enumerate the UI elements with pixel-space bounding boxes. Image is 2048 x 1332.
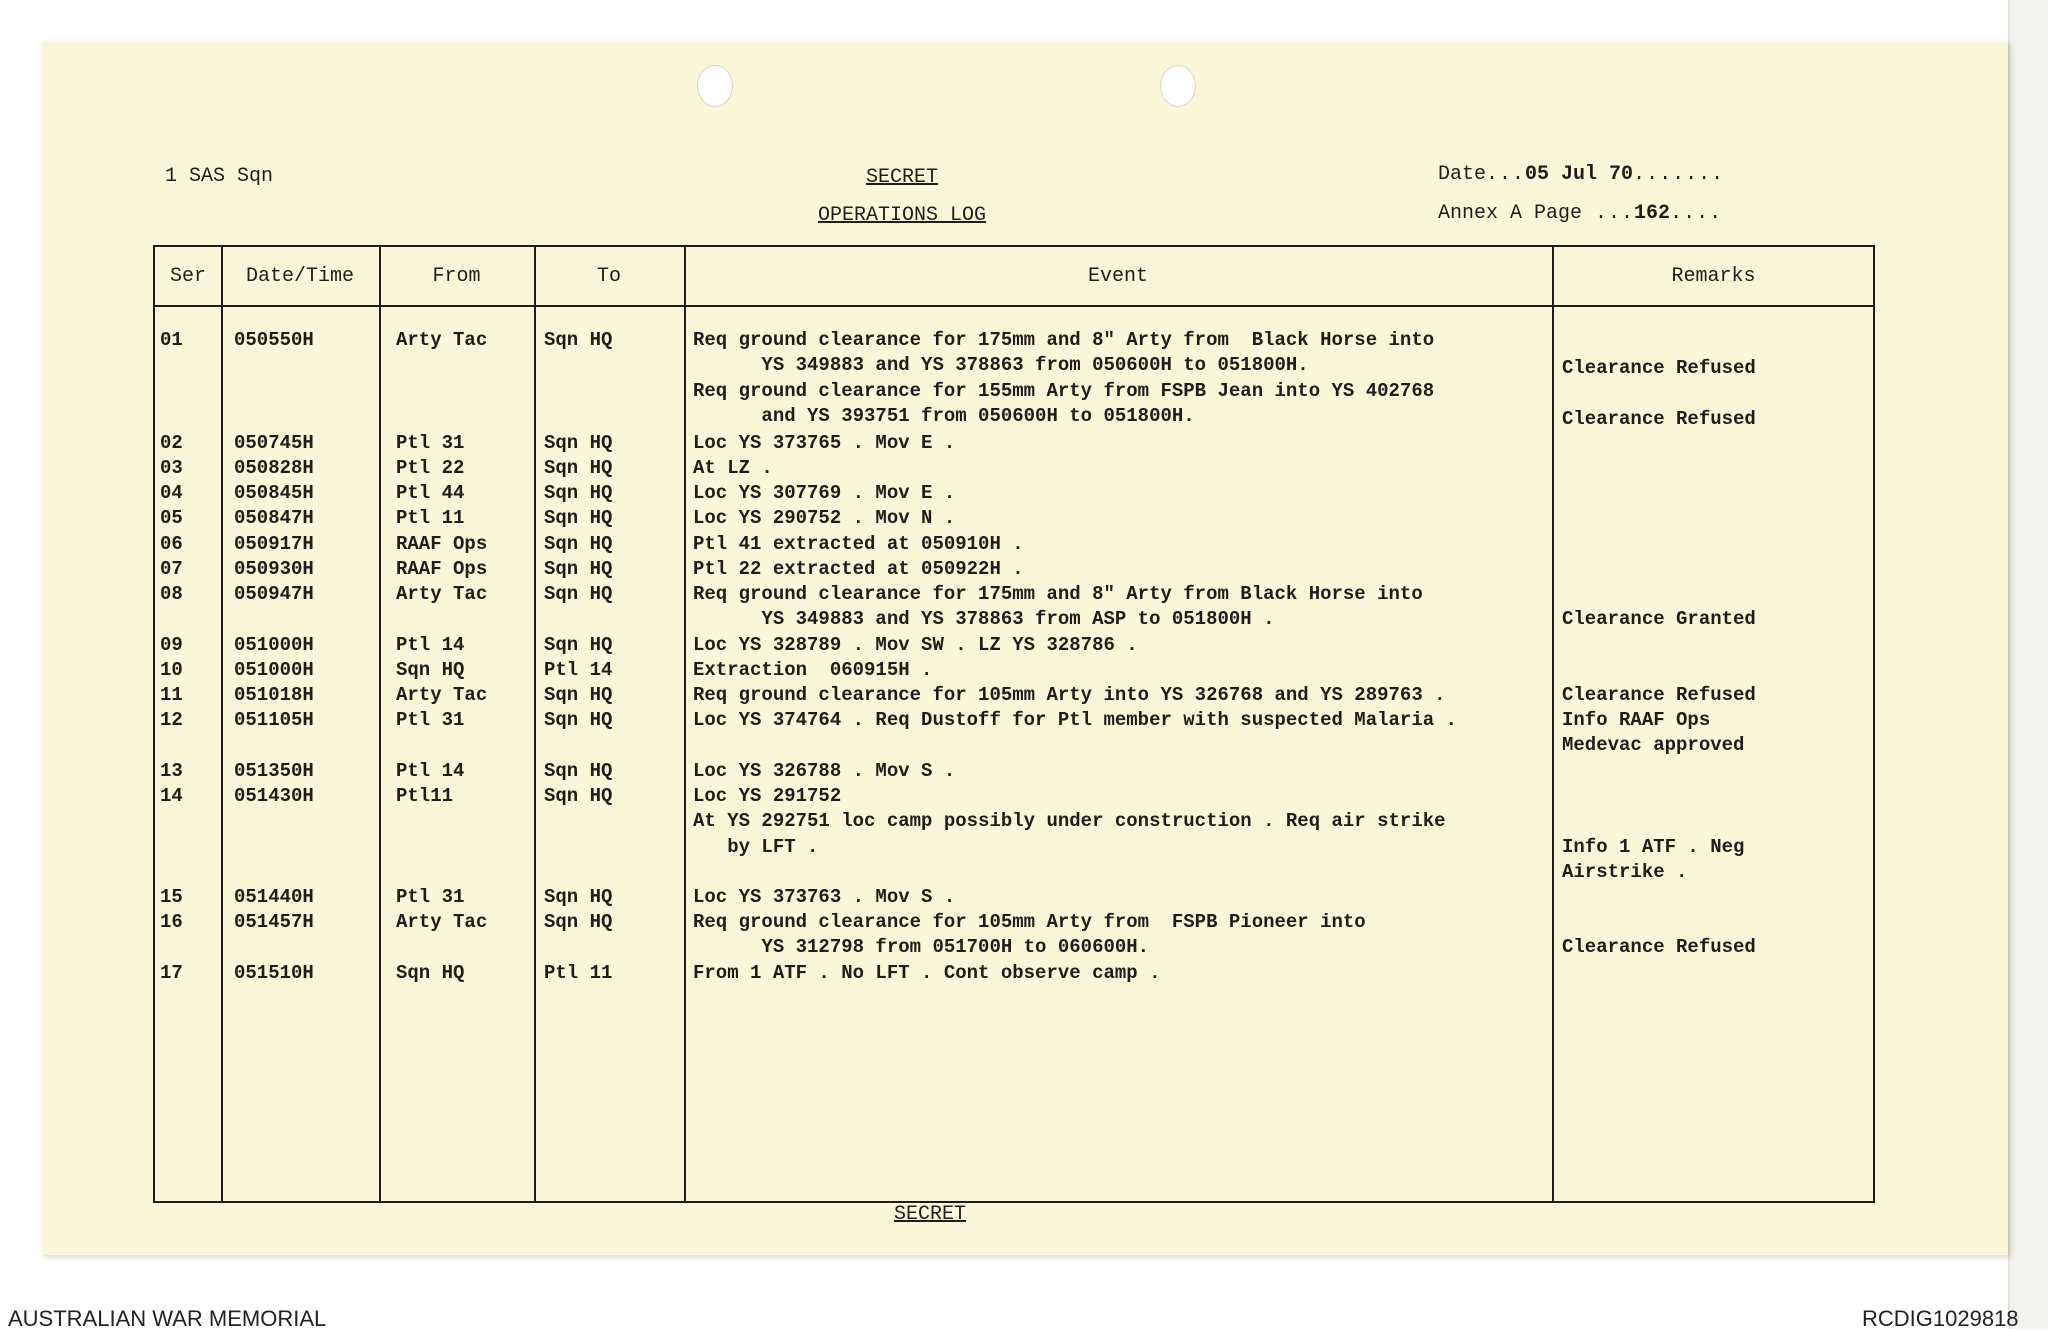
ser-cell: 12 bbox=[160, 709, 183, 731]
to-cell: Sqn HQ bbox=[544, 457, 613, 479]
punch-hole-left bbox=[697, 65, 733, 107]
datetime-cell: 051105H bbox=[234, 709, 314, 731]
archive-name: AUSTRALIAN WAR MEMORIAL bbox=[8, 1306, 327, 1331]
scan-edge-line bbox=[2008, 0, 2010, 1329]
ser-cell: 02 bbox=[160, 432, 183, 454]
event-line: At LZ . bbox=[693, 457, 773, 479]
column-divider bbox=[379, 247, 381, 1201]
event-line: YS 349883 and YS 378863 from 050600H to 051800H. bbox=[693, 354, 1309, 376]
event-line: Req ground clearance for 105mm Arty into YS 326768 and YS 289763 . bbox=[693, 684, 1446, 706]
col-header-from: From bbox=[432, 265, 481, 288]
datetime-cell: 050930H bbox=[234, 558, 314, 580]
remark-line: Clearance Refused bbox=[1562, 684, 1756, 706]
from-cell: Ptl 14 bbox=[396, 760, 465, 782]
to-cell: Sqn HQ bbox=[544, 785, 613, 807]
date-field: Date...05 Jul 70....... bbox=[1438, 163, 1725, 186]
unit-name: 1 SAS Sqn bbox=[165, 165, 274, 188]
remark-line: Clearance Refused bbox=[1562, 936, 1756, 958]
from-cell: Arty Tac bbox=[396, 583, 488, 605]
ser-cell: 10 bbox=[160, 659, 183, 681]
remark-line: Info 1 ATF . Neg bbox=[1562, 836, 1745, 858]
col-header-event: Event bbox=[1087, 265, 1148, 288]
ser-cell: 15 bbox=[160, 886, 183, 908]
col-header-datetime: Date/Time bbox=[245, 265, 355, 288]
remark-line: Medevac approved bbox=[1562, 734, 1745, 756]
datetime-cell: 050550H bbox=[234, 329, 314, 351]
datetime-cell: 051000H bbox=[234, 659, 314, 681]
to-cell: Sqn HQ bbox=[544, 760, 613, 782]
ser-cell: 01 bbox=[160, 329, 183, 351]
remark-line: Clearance Granted bbox=[1562, 608, 1756, 630]
from-cell: RAAF Ops bbox=[396, 533, 488, 555]
classification-top: SECRET bbox=[866, 166, 939, 189]
event-line: YS 312798 from 051700H to 060600H. bbox=[693, 936, 1150, 958]
to-cell: Sqn HQ bbox=[544, 329, 613, 351]
ser-cell: 11 bbox=[160, 684, 183, 706]
datetime-cell: 051000H bbox=[234, 634, 314, 656]
column-divider bbox=[1552, 247, 1554, 1201]
col-header-ser: Ser bbox=[169, 265, 206, 288]
to-cell: Sqn HQ bbox=[544, 709, 613, 731]
event-line: and YS 393751 from 050600H to 051800H. bbox=[693, 405, 1195, 427]
remark-line: Clearance Refused bbox=[1562, 408, 1756, 430]
event-line: YS 349883 and YS 378863 from ASP to 051800H . bbox=[693, 608, 1275, 630]
ser-cell: 14 bbox=[160, 785, 183, 807]
event-line: Loc YS 328789 . Mov SW . LZ YS 328786 . bbox=[693, 634, 1138, 656]
from-cell: Ptl 31 bbox=[396, 709, 465, 731]
from-cell: Sqn HQ bbox=[396, 659, 465, 681]
column-divider bbox=[684, 247, 686, 1201]
to-cell: Sqn HQ bbox=[544, 432, 613, 454]
from-cell: Ptl 31 bbox=[396, 432, 465, 454]
record-id: RCDIG1029818 bbox=[1862, 1306, 2019, 1331]
datetime-cell: 050828H bbox=[234, 457, 314, 479]
datetime-cell: 051430H bbox=[234, 785, 314, 807]
datetime-cell: 050947H bbox=[234, 583, 314, 605]
to-cell: Sqn HQ bbox=[544, 482, 613, 504]
ser-cell: 04 bbox=[160, 482, 183, 504]
event-line: Req ground clearance for 175mm and 8" Arty from Black Horse into bbox=[693, 329, 1435, 351]
date-label: Date bbox=[1438, 163, 1487, 186]
from-cell: Ptl11 bbox=[396, 785, 454, 807]
event-line: Loc YS 290752 . Mov N . bbox=[693, 507, 956, 529]
from-cell: Ptl 14 bbox=[396, 634, 465, 656]
from-cell: Arty Tac bbox=[396, 911, 488, 933]
ser-cell: 07 bbox=[160, 558, 183, 580]
date-value: 05 Jul 70 bbox=[1525, 163, 1634, 186]
from-cell: Arty Tac bbox=[396, 684, 488, 706]
to-cell: Sqn HQ bbox=[544, 558, 613, 580]
from-cell: Ptl 22 bbox=[396, 457, 465, 479]
to-cell: Sqn HQ bbox=[544, 583, 613, 605]
from-cell: Ptl 11 bbox=[396, 507, 465, 529]
datetime-cell: 050847H bbox=[234, 507, 314, 529]
datetime-cell: 051350H bbox=[234, 760, 314, 782]
to-cell: Sqn HQ bbox=[544, 911, 613, 933]
column-divider bbox=[221, 247, 223, 1201]
ser-cell: 03 bbox=[160, 457, 183, 479]
to-cell: Sqn HQ bbox=[544, 886, 613, 908]
annex-page: 162 bbox=[1634, 202, 1671, 225]
to-cell: Ptl 14 bbox=[544, 659, 613, 681]
datetime-cell: 050745H bbox=[234, 432, 314, 454]
to-cell: Sqn HQ bbox=[544, 634, 613, 656]
annex-label: Annex A Page bbox=[1438, 202, 1583, 225]
remark-line: Airstrike . bbox=[1562, 861, 1688, 883]
ser-cell: 16 bbox=[160, 911, 183, 933]
event-line: Req ground clearance for 105mm Arty from FSPB Pioneer into bbox=[693, 911, 1366, 933]
to-cell: Ptl 11 bbox=[544, 962, 613, 984]
datetime-cell: 050917H bbox=[234, 533, 314, 555]
event-line: Loc YS 291752 bbox=[693, 785, 842, 807]
event-line: From 1 ATF . No LFT . Cont observe camp . bbox=[693, 962, 1161, 984]
remark-line: Clearance Refused bbox=[1562, 357, 1756, 379]
ser-cell: 08 bbox=[160, 583, 183, 605]
datetime-cell: 051018H bbox=[234, 684, 314, 706]
ser-cell: 05 bbox=[160, 507, 183, 529]
from-cell: Sqn HQ bbox=[396, 962, 465, 984]
event-line: by LFT . bbox=[693, 836, 819, 858]
remark-line: Info RAAF Ops bbox=[1562, 709, 1711, 731]
ser-cell: 06 bbox=[160, 533, 183, 555]
event-line: Loc YS 373765 . Mov E . bbox=[693, 432, 956, 454]
datetime-cell: 050845H bbox=[234, 482, 314, 504]
from-cell: Arty Tac bbox=[396, 329, 488, 351]
ser-cell: 09 bbox=[160, 634, 183, 656]
col-header-to: To bbox=[596, 265, 621, 288]
from-cell: Ptl 44 bbox=[396, 482, 465, 504]
event-line: Req ground clearance for 155mm Arty from FSPB Jean into YS 402768 bbox=[693, 380, 1435, 402]
punch-hole-right bbox=[1160, 65, 1196, 107]
classification-bottom: SECRET bbox=[894, 1203, 967, 1226]
document-title: OPERATIONS LOG bbox=[818, 204, 987, 227]
event-line: Loc YS 374764 . Req Dustoff for Ptl member with suspected Malaria . bbox=[693, 709, 1457, 731]
event-line: Loc YS 326788 . Mov S . bbox=[693, 760, 956, 782]
from-cell: Ptl 31 bbox=[396, 886, 465, 908]
to-cell: Sqn HQ bbox=[544, 507, 613, 529]
event-line: Loc YS 307769 . Mov E . bbox=[693, 482, 956, 504]
event-line: Req ground clearance for 175mm and 8" Arty from Black Horse into bbox=[693, 583, 1423, 605]
col-header-remarks: Remarks bbox=[1671, 265, 1756, 288]
to-cell: Sqn HQ bbox=[544, 533, 613, 555]
to-cell: Sqn HQ bbox=[544, 684, 613, 706]
event-line: At YS 292751 loc camp possibly under construction . Req air strike bbox=[693, 810, 1446, 832]
event-line: Ptl 41 extracted at 050910H . bbox=[693, 533, 1024, 555]
ser-cell: 17 bbox=[160, 962, 183, 984]
datetime-cell: 051440H bbox=[234, 886, 314, 908]
scan-edge-strip bbox=[2008, 0, 2048, 1329]
column-divider bbox=[534, 247, 536, 1201]
datetime-cell: 051510H bbox=[234, 962, 314, 984]
from-cell: RAAF Ops bbox=[396, 558, 488, 580]
ser-cell: 13 bbox=[160, 760, 183, 782]
annex-field: Annex A Page ...162.... bbox=[1438, 202, 1723, 225]
event-line: Loc YS 373763 . Mov S . bbox=[693, 886, 956, 908]
event-line: Extraction 060915H . bbox=[693, 659, 933, 681]
datetime-cell: 051457H bbox=[234, 911, 314, 933]
header-rule bbox=[155, 305, 1873, 307]
event-line: Ptl 22 extracted at 050922H . bbox=[693, 558, 1024, 580]
